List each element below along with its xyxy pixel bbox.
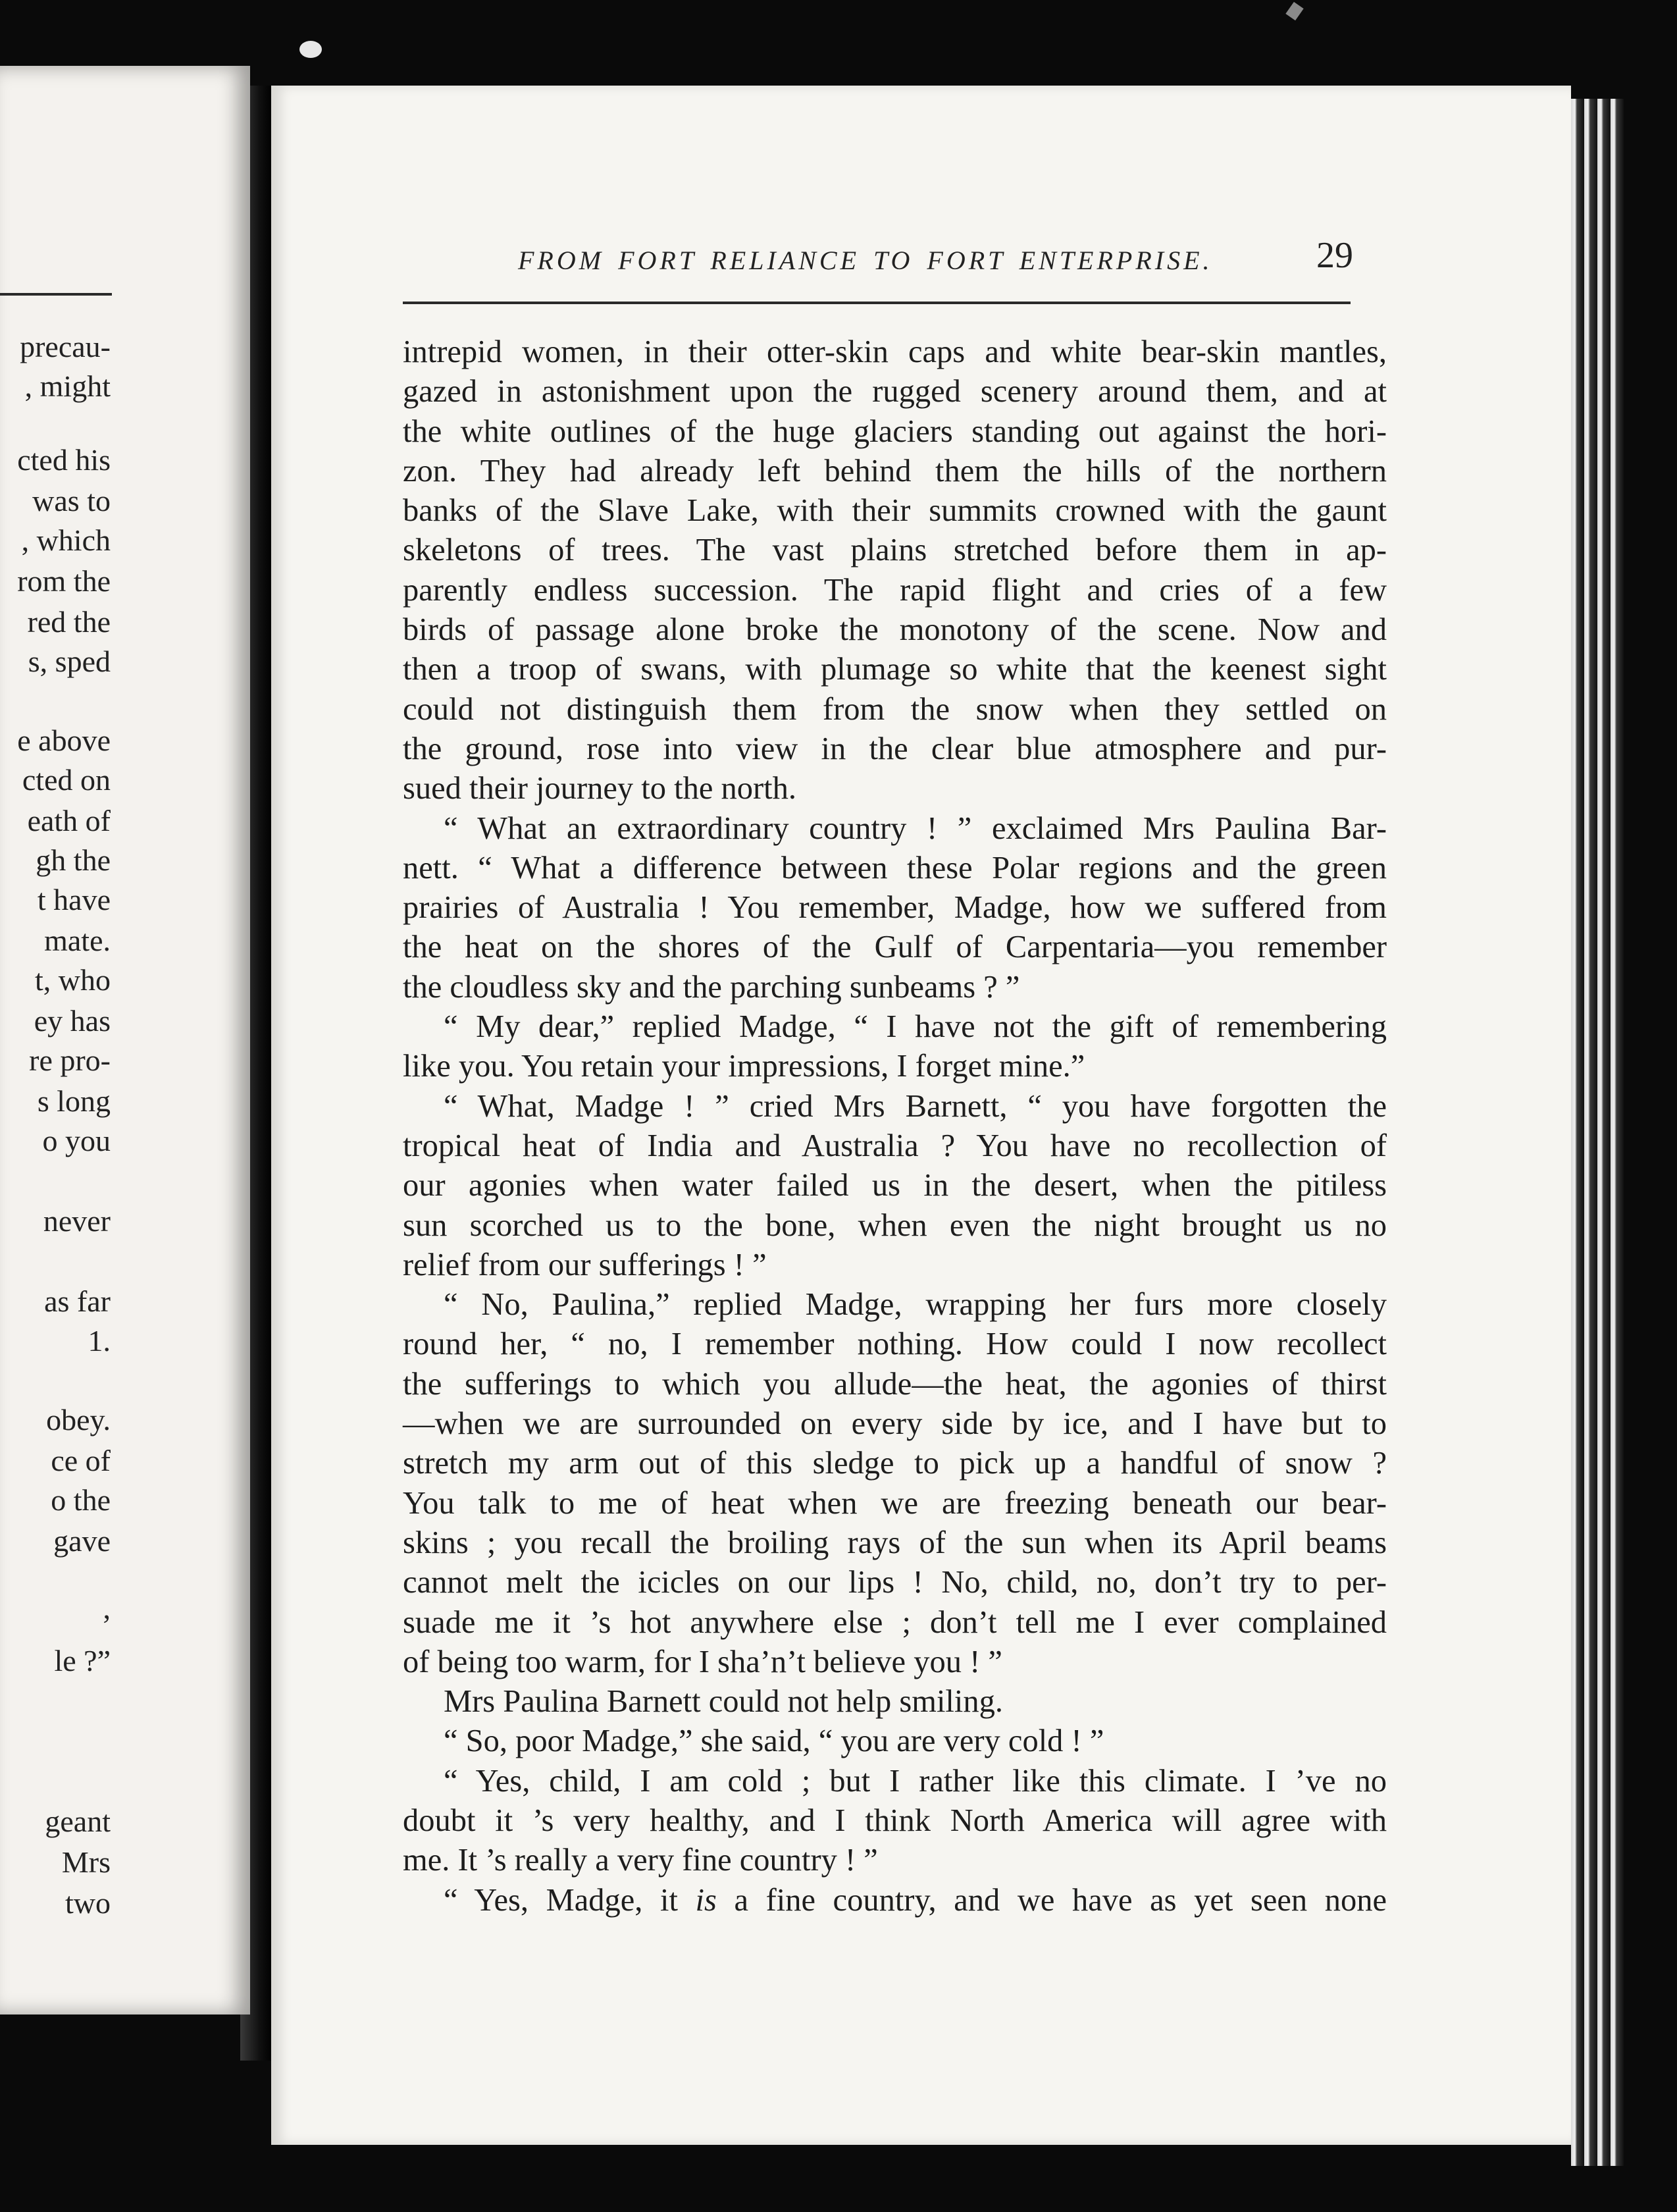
text-line: nett. “ What a difference between these Polar regions and the green (403, 850, 1387, 885)
text-line: birds of passage alone broke the monotony of the scene. Now and (403, 612, 1387, 648)
left-line: le ?” (54, 1644, 111, 1677)
text-line: the ground, rose into view in the clear blue atmosphere and pur- (403, 731, 1387, 766)
text-line: parently endless succession. The rapid flight and cries of a few (403, 572, 1387, 608)
text-line: “ What, Madge ! ” cried Mrs Barnett, “ you have forgotten the (444, 1088, 1387, 1124)
page-number: 29 (1316, 235, 1353, 276)
scan-speck (299, 41, 322, 58)
left-line: mate. (44, 924, 111, 957)
text-line: tropical heat of India and Australia ? You have no recollection of (403, 1128, 1387, 1163)
text-line: the white outlines of the huge glaciers standing out against the hori- (403, 413, 1387, 449)
text-line: —when we are surrounded on every side by ice, and I have but to (403, 1406, 1387, 1442)
left-line: 1. (88, 1324, 111, 1357)
left-line: t have (37, 883, 111, 916)
text-line: “ My dear,” replied Madge, “ I have not the gift of remembering (444, 1009, 1387, 1045)
text-line: then a troop of swans, with plumage so white that the keenest sight (403, 652, 1387, 687)
left-line: t, who (35, 963, 111, 997)
text-line: You talk to me of heat when we are freezing beneath our bear- (403, 1485, 1387, 1521)
left-line: ey has (34, 1004, 111, 1038)
left-line: o the (51, 1483, 111, 1517)
text-line: skeletons of trees. The vast plains stretched before them in ap- (403, 533, 1387, 568)
left-line: two (65, 1886, 111, 1920)
left-line: ce of (51, 1444, 111, 1477)
left-line: e above (17, 724, 111, 757)
text-line: “ What an extraordinary country ! ” exclaimed Mrs Paulina Bar- (444, 810, 1387, 846)
left-line: rom the (17, 564, 111, 598)
text-line-with-emphasis (403, 1881, 1387, 1920)
left-line: never (43, 1204, 111, 1238)
text-line: round her, “ no, I remember nothing. How could I now recollect (403, 1327, 1387, 1362)
left-line: Mrs (61, 1845, 111, 1879)
text-segment: “ Yes, Madge, it (444, 1882, 696, 1918)
text-line: sued their journey to the north. (403, 771, 797, 806)
text-line: relief from our sufferings ! ” (403, 1247, 767, 1282)
text-line: our agonies when water failed us in the desert, when the pitiless (403, 1168, 1387, 1203)
text-line: doubt it ’s very healthy, and I think North America will agree with (403, 1803, 1387, 1838)
left-line: obey. (46, 1403, 111, 1436)
text-line: banks of the Slave Lake, with their summits crowned with the gaunt (403, 493, 1387, 529)
scan-speck (1285, 2, 1303, 20)
left-line: re pro- (29, 1043, 111, 1077)
text-line: Mrs Paulina Barnett could not help smiling. (444, 1684, 1004, 1720)
left-line: gh the (36, 843, 111, 877)
text-line: “ Yes, child, I am cold ; but I rather like this climate. I ’ve no (444, 1763, 1387, 1799)
text-line: prairies of Australia ! You remember, Madge, how we suffered from (403, 890, 1387, 926)
left-line: was to (32, 484, 111, 517)
left-page-header-rule (0, 293, 112, 296)
text-line: gazed in astonishment upon the rugged scenery around them, and at (403, 374, 1387, 409)
text-line: skins ; you recall the broiling rays of the sun when its April beams (403, 1525, 1387, 1560)
left-page-fragment (0, 66, 250, 2014)
left-line: o you (42, 1124, 111, 1157)
left-line: cted his (17, 443, 111, 477)
emphasis-word: is (695, 1882, 717, 1918)
text-line: like you. You retain your impressions, I forget mine.” (403, 1049, 1085, 1084)
left-line: , might (24, 369, 111, 403)
left-line: geant (45, 1804, 111, 1838)
left-line: eath of (27, 804, 111, 837)
text-line: “ So, poor Madge,” she said, “ you are very cold ! ” (444, 1724, 1104, 1759)
running-head: FROM FORT RELIANCE TO FORT ENTERPRISE. (518, 246, 1213, 275)
text-line: suade me it ’s hot anywhere else ; don’t tell me I ever complained (403, 1604, 1387, 1640)
text-line: intrepid women, in their otter-skin caps and white bear-skin mantles, (403, 334, 1387, 369)
text-line: the cloudless sky and the parching sunbeams ? ” (403, 969, 1020, 1005)
left-line: as far (44, 1284, 111, 1318)
left-line: s long (37, 1084, 111, 1118)
text-line: sun scorched us to the bone, when even the night brought us no (403, 1207, 1387, 1243)
text-line: the sufferings to which you allude—the heat, the agonies of thirst (403, 1366, 1387, 1402)
text-line: stretch my arm out of this sledge to pick up a handful of snow ? (403, 1446, 1387, 1481)
page-body-text (403, 332, 1387, 1920)
left-line: s, sped (28, 645, 111, 678)
left-line: , which (21, 523, 111, 557)
text-line: cannot melt the icicles on our lips ! No, child, no, don’t try to per- (403, 1565, 1387, 1600)
left-line: , (103, 1591, 111, 1625)
left-line: gave (53, 1524, 111, 1558)
text-segment: a fine country, and we have as yet seen none (716, 1882, 1387, 1918)
text-line: of being too warm, for I sha’n’t believe you ! ” (403, 1644, 1002, 1679)
header-rule (403, 302, 1351, 304)
text-line: could not distinguish them from the snow when they settled on (403, 691, 1387, 727)
left-line: red the (27, 605, 111, 639)
page-edges (1571, 99, 1624, 2166)
text-line: “ No, Paulina,” replied Madge, wrapping her furs more closely (444, 1287, 1387, 1323)
left-line: cted on (22, 763, 111, 797)
text-line: zon. They had already left behind them the hills of the northern (403, 453, 1387, 488)
text-line: me. It ’s really a very fine country ! ” (403, 1843, 878, 1878)
left-line: precau- (20, 330, 111, 363)
text-line: the heat on the shores of the Gulf of Carpentaria—you remember (403, 930, 1387, 965)
